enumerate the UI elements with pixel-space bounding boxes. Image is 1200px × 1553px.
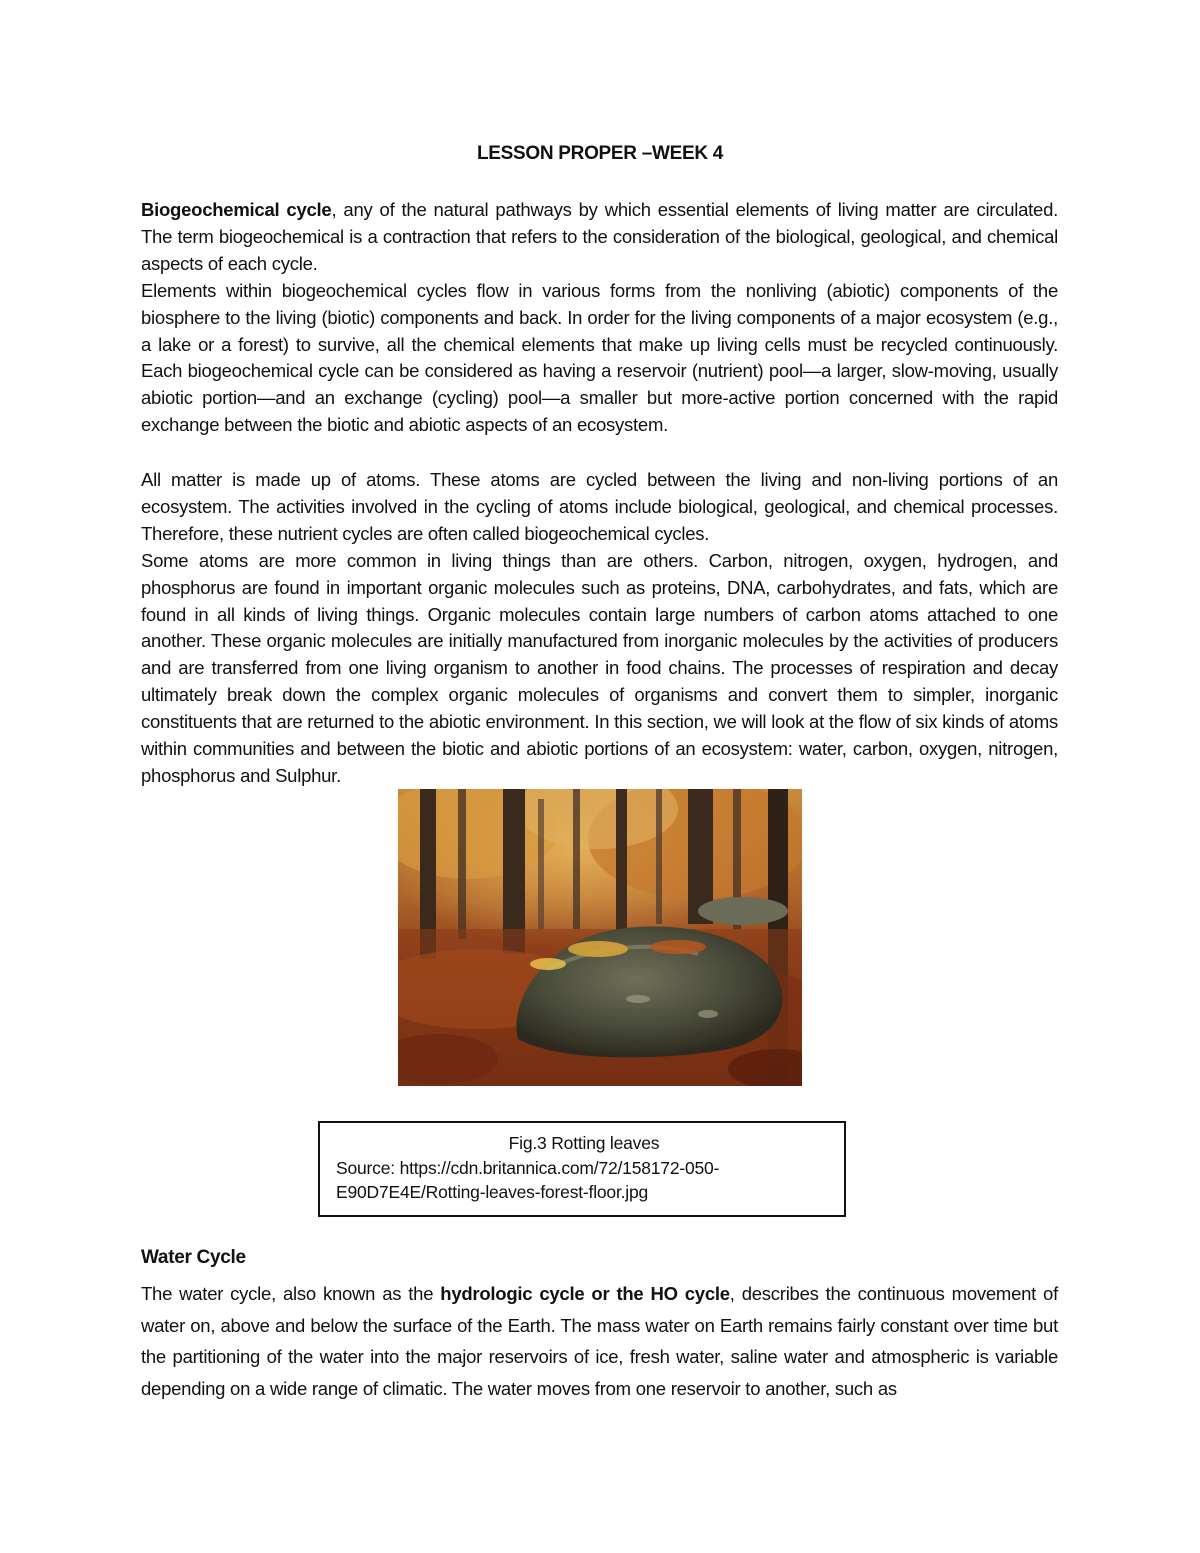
- intro-section: [141, 197, 1058, 439]
- atoms-paragraph-1: All matter is made up of atoms. These atoms are cycled between the living and non-living portions of an ecosystem. The activities involved in the cycling of atoms include biological, geological, and chemical processes. Therefore, these nutrient cycles are often called biogeochemical cycles.: [141, 469, 1058, 544]
- water-cycle-heading: Water Cycle: [141, 1247, 246, 1268]
- water-cycle-paragraph: [141, 1278, 1058, 1404]
- atoms-section: [141, 467, 1058, 790]
- water-cycle-section: [141, 1278, 1058, 1404]
- intro-definition-paragraph: [141, 197, 1058, 278]
- term-biogeochemical-cycle: Biogeochemical cycle: [141, 199, 332, 220]
- page-title: LESSON PROPER –WEEK 4: [476, 143, 724, 164]
- hydrologic-cycle-term: hydrologic cycle or the HO cycle: [440, 1283, 730, 1304]
- definition-text: , any of the natural pathways by which essential elements of living matter are circulated. The term biogeochemical is a contraction that refers to the consideration of the biological, geological, and chemical aspects of each cycle.: [141, 199, 1059, 274]
- intro-paragraph-2: Elements within biogeochemical cycles flow in various forms from the nonliving (abiotic) components of the biosphere to the living (biotic) components and back. In order for the living components of a major ecosystem (e.g., a lake or a forest) to survive, all the chemical elements that make up living cells must be recycled continuously. Each biogeochemical cycle can be considered as having a reservoir (nutrient) pool—a larger, slow-moving, usually abiotic portion—and an exchange (cycling) pool—a smaller but more-active portion concerned with the rapid exchange between the biotic and abiotic aspects of an ecosystem.: [141, 279, 1058, 436]
- figure-caption-box: [318, 1121, 846, 1217]
- rotting-leaves-photo: [398, 789, 802, 1086]
- water-cycle-text: , describes the continuous movement of water on, above and below the surface of the Earth. The mass water on Earth remains fairly constant over time but the partitioning of the water into the major reservoirs of ice, fresh water, saline water and atmospheric is variable depending on a wide range of climatic. The water moves from one reservoir to another, such as: [141, 1283, 1058, 1399]
- figure-caption-title: Fig.3 Rotting leaves: [508, 1133, 660, 1153]
- water-cycle-lead: The water cycle, also known as the: [141, 1283, 441, 1304]
- figure-caption-source: Source: https://cdn.britannica.com/72/158172-050-E90D7E4E/Rotting-leaves-forest-floor.jpg: [336, 1157, 720, 1202]
- atoms-paragraph-2: Some atoms are more common in living things than are others. Carbon, nitrogen, oxygen, hydrogen, and phosphorus are found in important organic molecules such as proteins, DNA, carbohydrates, and fats, which are found in all kinds of living things. Organic molecules contain large numbers of carbon atoms attached to one another. These organic molecules are initially manufactured from inorganic molecules by the activities of producers and are transferred from one living organism to another in food chains. The processes of respiration and decay ultimately break down the complex organic molecules of organisms and convert them to simpler, inorganic constituents that are returned to the abiotic environment. In this section, we will look at the flow of six kinds of atoms within communities and between the biotic and abiotic portions of an ecosystem: water, carbon, oxygen, nitrogen, phosphorus and Sulphur.: [141, 549, 1058, 786]
